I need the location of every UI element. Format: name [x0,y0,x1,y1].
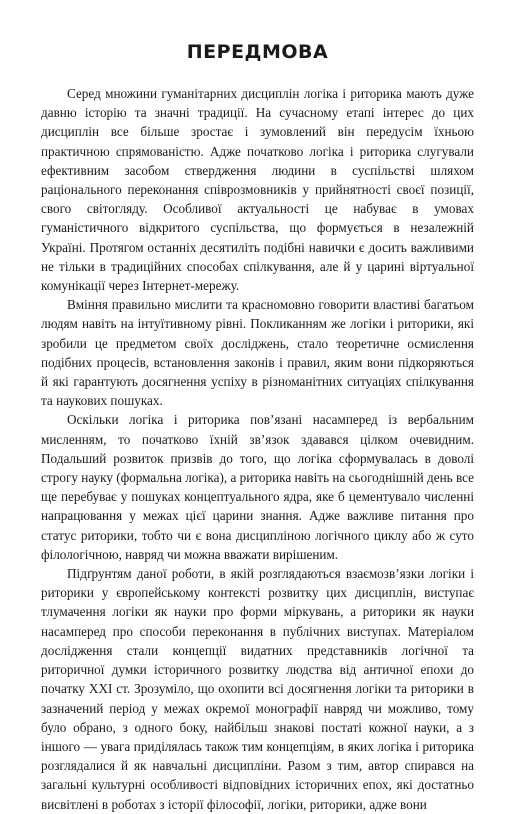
page-title: ПЕРЕДМОВА [186,41,329,63]
paragraph-4: Підґрунтям даної роботи, в якій розглядаються взаємозв’язки логіки і риторики у європейському контексті розвитку цих дисциплін, виступає тлумачення логіки як науки про форми міркувань, а риторики як науки насамперед про способи переконання в публічних виступах. Матеріалом дослідження стали концепції видатних представників логічної та риторичної думки історичного розвитку людства від античної епохи до початку XXI ст. Зрозуміло, що охопити всі досягнення логіки та риторики в зазначений період у межах окремої монографії навряд чи можливо, тому було обрано, з одного боку, найбільш знакові постаті кожної науки, а з іншого — увага приділялась також тим концепціям, в яких логіка і риторика розглядалися й як навчальні дисципліни. Разом з тим, автор спирався на загальні культурні особливості відповідних історичних епох, які достатньо висвітлені в роботах з історії філософії, логіки, риторики, адже вони [41,566,474,812]
paragraph-1: Серед множини гуманітарних дисциплін логіка і риторика мають дуже давню історію та значні традиції. На сучасному етапі інтерес до цих дисциплін все більше зростає і зумовлений він передусім їхньою практичною спрямованістю. Адже початково логіка і риторика слугували ефективним засобом ствердження людини в суспільстві шляхом раціонального переконання співрозмовників у прийнятності своєї позиції, свого світогляду. Особливої актуальності це набуває в умовах гуманістичного відкритого суспільства, що формується в незалежній Україні. Протягом останніх десятиліть подібні навички є досить важливими не тільки в традиційних способах спілкування, але й у царині віртуальної комунікації через Інтернет-мережу. [41,86,474,294]
paragraph-3: Оскільки логіка і риторика пов’язані насамперед із вербальним мисленням, то початково їхній зв’язок здавався цілком очевидним. Подальший розвиток призвів до того, що логіка сформувалась в доволі строгу науку (формальна логіка), а риторика навіть на сьогоднішній день все ще перебуває у пошуках концептуального ядра, яке б цементувало численні напрацювання у межах цієї царини знання. Адже важливе питання про статус риторики, тобто чи є вона дисципліною логічного циклу або ж суто філологічною, навряд чи можна вважати вирішеним. [41,412,474,562]
document-body [41,84,474,814]
paragraph-2: Вміння правильно мислити та красномовно говорити властиві багатьом людям навіть на інтуїтивному рівні. Покликанням же логіки і риторики, які зробили це предметом своїх досліджень, стало теоретичне осмислення подібних процесів, встановлення законів і правил, яким вони підкоряються й які гарантують досягнення успіху в різноманітних ситуаціях спілкування та наукових пошуках. [41,297,474,409]
